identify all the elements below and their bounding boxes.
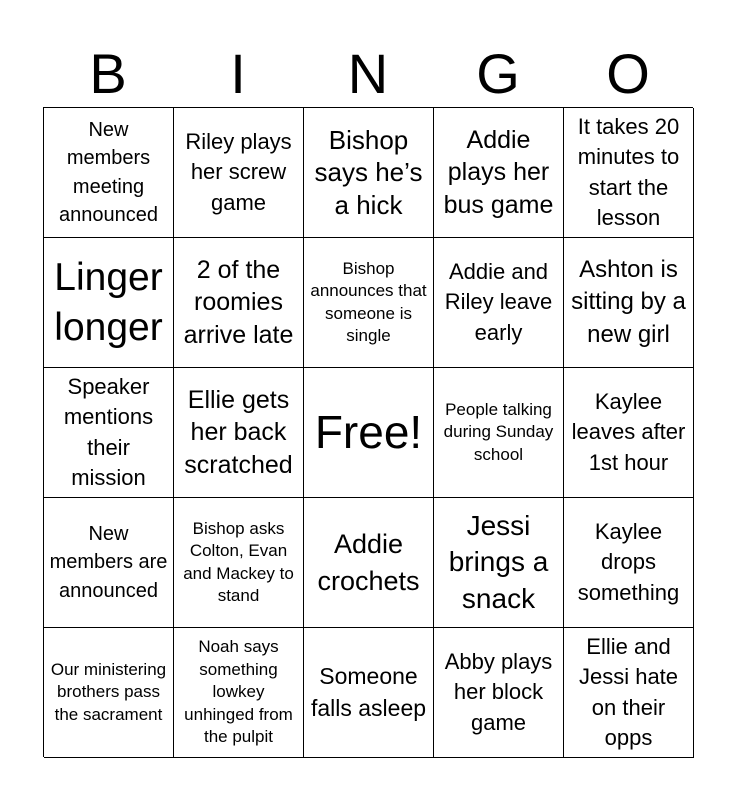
header-letter-b: B — [89, 42, 127, 105]
cell-text: Noah says something lowkey unhinged from the pulpit — [184, 637, 293, 747]
bingo-cell[interactable] — [564, 108, 694, 238]
bingo-cell[interactable] — [564, 368, 694, 498]
bingo-header — [43, 40, 693, 108]
bingo-cell[interactable] — [304, 238, 434, 368]
bingo-cell[interactable] — [44, 368, 174, 498]
cell-text: Addie plays her bus game — [443, 125, 554, 219]
bingo-cell[interactable] — [434, 108, 564, 238]
cell-text: New members meeting announced — [59, 118, 158, 226]
cell-text: Ashton is sitting by a new girl — [571, 255, 686, 348]
cell-text: Bishop asks Colton, Evan and Mackey to stand — [183, 518, 294, 605]
cell-text: Addie crochets — [317, 528, 420, 596]
cell-text: Riley plays her screw game — [185, 128, 292, 215]
cell-text: People talking during Sunday school — [443, 399, 554, 464]
bingo-cell[interactable] — [174, 498, 304, 628]
cell-text: Our ministering brothers pass the sacrament — [50, 659, 167, 724]
cell-text: New members are announced — [49, 522, 168, 602]
header-letter-o: O — [606, 42, 650, 105]
cell-text: Bishop says he’s a hick — [314, 125, 423, 220]
cell-text: Jessi brings a snack — [448, 509, 549, 614]
bingo-cell[interactable] — [44, 628, 174, 758]
bingo-cell[interactable] — [304, 108, 434, 238]
bingo-cell[interactable] — [174, 368, 304, 498]
bingo-board — [43, 107, 693, 757]
cell-text: Ellie and Jessi hate on their opps — [578, 633, 679, 750]
bingo-cell[interactable] — [174, 238, 304, 368]
cell-text: Kaylee drops something — [577, 518, 680, 605]
cell-text: Addie and Riley leave early — [444, 258, 553, 345]
cell-text: Bishop announces that someone is single — [310, 258, 427, 345]
cell-text: Abby plays her block game — [444, 648, 553, 735]
bingo-cell[interactable] — [44, 238, 174, 368]
header-letter-n: N — [347, 42, 389, 105]
cell-text: Speaker mentions their mission — [63, 373, 154, 490]
bingo-cell[interactable] — [44, 498, 174, 628]
bingo-free-cell[interactable] — [304, 368, 434, 498]
cell-text: Linger longer — [54, 255, 163, 349]
bingo-cell[interactable] — [434, 368, 564, 498]
cell-text: 2 of the roomies arrive late — [183, 255, 294, 349]
header-letter-g: G — [476, 42, 520, 105]
bingo-cell[interactable] — [564, 628, 694, 758]
bingo-cell[interactable] — [174, 108, 304, 238]
bingo-cell[interactable] — [564, 498, 694, 628]
free-space-text: Free! — [314, 405, 423, 458]
header-letter-i: I — [230, 42, 246, 105]
cell-text: It takes 20 minutes to start the lesson — [577, 113, 680, 230]
bingo-cell[interactable] — [304, 628, 434, 758]
bingo-cell[interactable] — [44, 108, 174, 238]
cell-text: Kaylee leaves after 1st hour — [571, 388, 686, 475]
bingo-cell[interactable] — [434, 238, 564, 368]
cell-text: Ellie gets her back scratched — [184, 385, 293, 479]
bingo-cell[interactable] — [564, 238, 694, 368]
bingo-cell[interactable] — [434, 628, 564, 758]
bingo-cell[interactable] — [304, 498, 434, 628]
bingo-cell[interactable] — [174, 628, 304, 758]
bingo-cell[interactable] — [434, 498, 564, 628]
cell-text: Someone falls asleep — [310, 663, 427, 721]
